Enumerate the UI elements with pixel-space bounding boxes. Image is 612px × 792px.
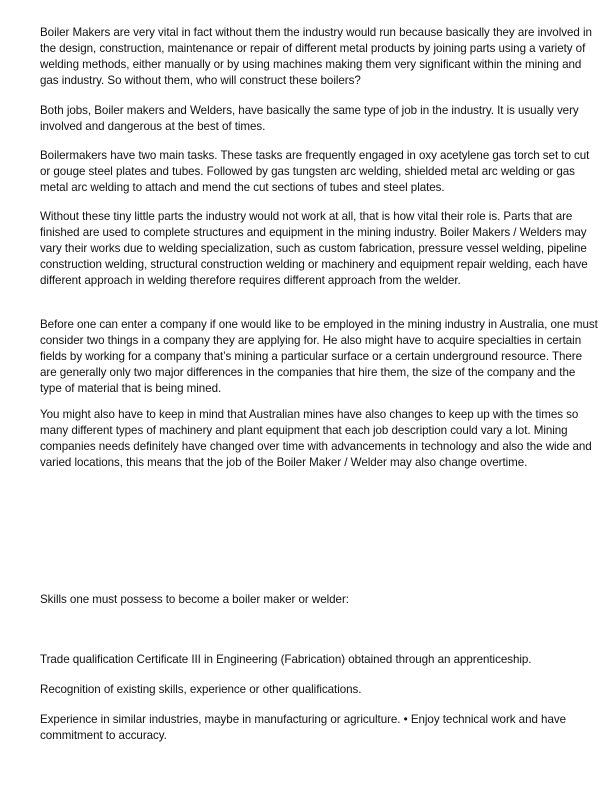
- paragraph-boiler-makers-role: Boiler Makers are very vital in fact without them the industry would run because basically they are involved in the design, construction, maintenance or repair of different metal products by joining parts using a variety of welding methods, either manually or by using machines making them very significant within the mining and gas industry. So without them, who will construct these boilers?: [40, 26, 592, 87]
- skill-item-recognition: Recognition of existing skills, experience or other qualifications.: [40, 683, 362, 696]
- paragraph-australian-mines: You might also have to keep in mind that Australian mines have also changes to keep up with the times so many different types of machinery and plant equipment that each job description could vary a lot. Mining companies needs definitely have changed over time with advancements in technology and also the wide and varied locations, this means that the job of the Boiler Maker / Welder may also change overtime.: [40, 408, 592, 469]
- paragraph-jobs-comparison: Both jobs, Boiler makers and Welders, have basically the same type of job in the industry. It is usually very involved and dangerous at the best of times.: [40, 104, 579, 133]
- skills-heading: Skills one must possess to become a boiler maker or welder:: [40, 593, 349, 606]
- paragraph-welding-specialization: Without these tiny little parts the industry would not work at all, that is how vital their role is. Parts that are finished are used to complete structures and equipment in the mining industry. Boiler Makers / Welders may vary their works due to welding specialization, such as custom fabrication, pressure vessel welding, pipeline construction welding, structural construction welding or machinery and equipment repair welding, each have different approach in welding therefore requires different approach from the welder.: [40, 210, 588, 287]
- paragraph-main-tasks: Boilermakers have two main tasks. These tasks are frequently engaged in oxy acetylene gas torch set to cut or gouge steel plates and tubes. Followed by gas tungsten arc welding, shielded metal arc welding or gas metal arc welding to attach and mend the cut sections of tubes and steel plates.: [40, 149, 590, 194]
- paragraph-company-considerations: Before one can enter a company if one would like to be employed in the mining industry in Australia, one must consider two things in a company they are applying for. He also might have to acquire specialties in certain fields by working for a company that’s mining a particular surface or a certain underground resource. There are generally only two major differences in the companies that hire them, the size of the company and the type of material that is being mined.: [40, 318, 598, 395]
- skill-item-experience: Experience in similar industries, maybe in manufacturing or agriculture. • Enjoy technical work and have commitment to accuracy.: [40, 713, 566, 742]
- skill-item-trade-qualification: Trade qualification Certificate III in Engineering (Fabrication) obtained through an apprenticeship.: [40, 653, 532, 666]
